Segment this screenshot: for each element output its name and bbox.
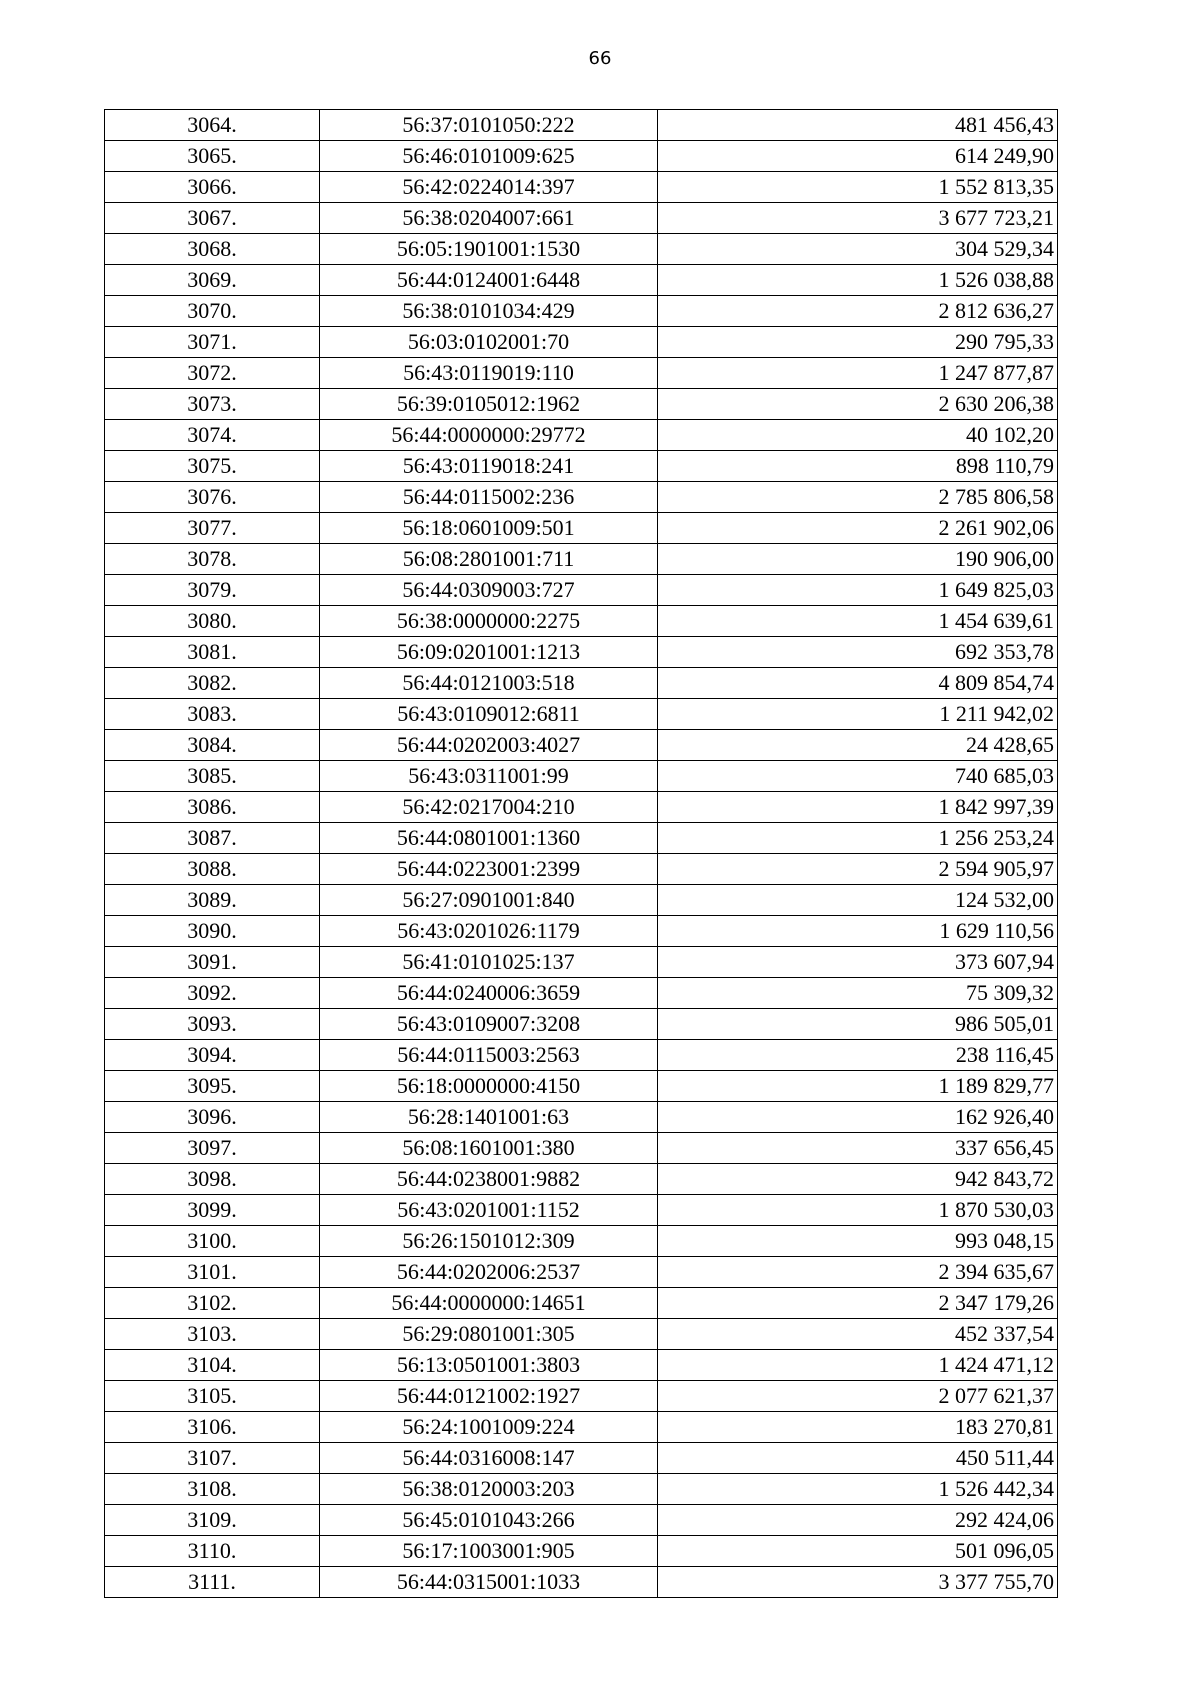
table-row — [105, 792, 1058, 823]
value-cell: 162 926,40 — [658, 1102, 1058, 1133]
value-cell: 2 077 621,37 — [658, 1381, 1058, 1412]
row-number-cell: 3077. — [105, 513, 320, 544]
table-row — [105, 1102, 1058, 1133]
table-row — [105, 141, 1058, 172]
row-number-cell: 3083. — [105, 699, 320, 730]
value-cell: 1 189 829,77 — [658, 1071, 1058, 1102]
table-row — [105, 172, 1058, 203]
cadastral-number-cell: 56:28:1401001:63 — [320, 1102, 658, 1133]
cadastral-number-cell: 56:44:0801001:1360 — [320, 823, 658, 854]
row-number-cell: 3072. — [105, 358, 320, 389]
cadastral-number-cell: 56:46:0101009:625 — [320, 141, 658, 172]
table-row — [105, 358, 1058, 389]
value-cell: 1 552 813,35 — [658, 172, 1058, 203]
table-body — [105, 110, 1058, 1598]
row-number-cell: 3098. — [105, 1164, 320, 1195]
cadastral-number-cell: 56:44:0316008:147 — [320, 1443, 658, 1474]
value-cell: 24 428,65 — [658, 730, 1058, 761]
value-cell: 2 394 635,67 — [658, 1257, 1058, 1288]
cadastral-number-cell: 56:24:1001009:224 — [320, 1412, 658, 1443]
table-row — [105, 575, 1058, 606]
value-cell: 1 454 639,61 — [658, 606, 1058, 637]
cadastral-number-cell: 56:42:0217004:210 — [320, 792, 658, 823]
table-row — [105, 1040, 1058, 1071]
table-row — [105, 203, 1058, 234]
table-row — [105, 1505, 1058, 1536]
cadastral-number-cell: 56:42:0224014:397 — [320, 172, 658, 203]
table-row — [105, 420, 1058, 451]
row-number-cell: 3073. — [105, 389, 320, 420]
row-number-cell: 3096. — [105, 1102, 320, 1133]
value-cell: 993 048,15 — [658, 1226, 1058, 1257]
row-number-cell: 3087. — [105, 823, 320, 854]
table-row — [105, 854, 1058, 885]
row-number-cell: 3074. — [105, 420, 320, 451]
table-row — [105, 544, 1058, 575]
value-cell: 986 505,01 — [658, 1009, 1058, 1040]
value-cell: 2 812 636,27 — [658, 296, 1058, 327]
row-number-cell: 3071. — [105, 327, 320, 358]
table-row — [105, 699, 1058, 730]
cadastral-number-cell: 56:44:0121002:1927 — [320, 1381, 658, 1412]
row-number-cell: 3107. — [105, 1443, 320, 1474]
value-cell: 183 270,81 — [658, 1412, 1058, 1443]
cadastral-number-cell: 56:03:0102001:70 — [320, 327, 658, 358]
table-row — [105, 234, 1058, 265]
cadastral-number-cell: 56:09:0201001:1213 — [320, 637, 658, 668]
cadastral-number-cell: 56:37:0101050:222 — [320, 110, 658, 141]
table-row — [105, 823, 1058, 854]
value-cell: 238 116,45 — [658, 1040, 1058, 1071]
row-number-cell: 3080. — [105, 606, 320, 637]
table-row — [105, 327, 1058, 358]
table-row — [105, 1443, 1058, 1474]
cadastral-number-cell: 56:44:0202006:2537 — [320, 1257, 658, 1288]
cadastral-number-cell: 56:17:1003001:905 — [320, 1536, 658, 1567]
value-cell: 501 096,05 — [658, 1536, 1058, 1567]
row-number-cell: 3102. — [105, 1288, 320, 1319]
cadastral-value-table — [104, 109, 1058, 1598]
cadastral-number-cell: 56:41:0101025:137 — [320, 947, 658, 978]
cadastral-number-cell: 56:27:0901001:840 — [320, 885, 658, 916]
cadastral-number-cell: 56:44:0238001:9882 — [320, 1164, 658, 1195]
row-number-cell: 3108. — [105, 1474, 320, 1505]
cadastral-number-cell: 56:38:0120003:203 — [320, 1474, 658, 1505]
cadastral-number-cell: 56:45:0101043:266 — [320, 1505, 658, 1536]
value-cell: 3 677 723,21 — [658, 203, 1058, 234]
cadastral-number-cell: 56:44:0000000:29772 — [320, 420, 658, 451]
table-row — [105, 1133, 1058, 1164]
cadastral-number-cell: 56:43:0119019:110 — [320, 358, 658, 389]
cadastral-number-cell: 56:44:0315001:1033 — [320, 1567, 658, 1598]
value-cell: 40 102,20 — [658, 420, 1058, 451]
value-cell: 190 906,00 — [658, 544, 1058, 575]
row-number-cell: 3090. — [105, 916, 320, 947]
row-number-cell: 3068. — [105, 234, 320, 265]
row-number-cell: 3111. — [105, 1567, 320, 1598]
row-number-cell: 3106. — [105, 1412, 320, 1443]
value-cell: 942 843,72 — [658, 1164, 1058, 1195]
cadastral-number-cell: 56:44:0115002:236 — [320, 482, 658, 513]
cadastral-number-cell: 56:05:1901001:1530 — [320, 234, 658, 265]
value-cell: 1 247 877,87 — [658, 358, 1058, 389]
table-row — [105, 1350, 1058, 1381]
row-number-cell: 3095. — [105, 1071, 320, 1102]
cadastral-number-cell: 56:44:0223001:2399 — [320, 854, 658, 885]
cadastral-number-cell: 56:29:0801001:305 — [320, 1319, 658, 1350]
cadastral-number-cell: 56:44:0309003:727 — [320, 575, 658, 606]
table-row — [105, 730, 1058, 761]
value-cell: 2 594 905,97 — [658, 854, 1058, 885]
value-cell: 1 424 471,12 — [658, 1350, 1058, 1381]
table-row — [105, 1567, 1058, 1598]
table-row — [105, 1536, 1058, 1567]
value-cell: 3 377 755,70 — [658, 1567, 1058, 1598]
table-row — [105, 606, 1058, 637]
page-number: 66 — [588, 48, 612, 69]
value-cell: 692 353,78 — [658, 637, 1058, 668]
value-cell: 1 649 825,03 — [658, 575, 1058, 606]
row-number-cell: 3079. — [105, 575, 320, 606]
row-number-cell: 3065. — [105, 141, 320, 172]
table-row — [105, 947, 1058, 978]
cadastral-number-cell: 56:38:0101034:429 — [320, 296, 658, 327]
table-row — [105, 265, 1058, 296]
row-number-cell: 3104. — [105, 1350, 320, 1381]
table-row — [105, 761, 1058, 792]
table-row — [105, 513, 1058, 544]
row-number-cell: 3093. — [105, 1009, 320, 1040]
value-cell: 1 842 997,39 — [658, 792, 1058, 823]
value-cell: 614 249,90 — [658, 141, 1058, 172]
cadastral-number-cell: 56:38:0000000:2275 — [320, 606, 658, 637]
row-number-cell: 3091. — [105, 947, 320, 978]
value-cell: 4 809 854,74 — [658, 668, 1058, 699]
table-row — [105, 1381, 1058, 1412]
row-number-cell: 3101. — [105, 1257, 320, 1288]
row-number-cell: 3103. — [105, 1319, 320, 1350]
table-row — [105, 1226, 1058, 1257]
table-row — [105, 482, 1058, 513]
value-cell: 2 630 206,38 — [658, 389, 1058, 420]
row-number-cell: 3064. — [105, 110, 320, 141]
value-cell: 2 785 806,58 — [658, 482, 1058, 513]
value-cell: 2 261 902,06 — [658, 513, 1058, 544]
row-number-cell: 3069. — [105, 265, 320, 296]
table-row — [105, 296, 1058, 327]
table-row — [105, 1412, 1058, 1443]
cadastral-number-cell: 56:43:0109007:3208 — [320, 1009, 658, 1040]
value-cell: 452 337,54 — [658, 1319, 1058, 1350]
cadastral-number-cell: 56:38:0204007:661 — [320, 203, 658, 234]
value-cell: 740 685,03 — [658, 761, 1058, 792]
row-number-cell: 3086. — [105, 792, 320, 823]
value-cell: 1 211 942,02 — [658, 699, 1058, 730]
value-cell: 1 526 038,88 — [658, 265, 1058, 296]
row-number-cell: 3110. — [105, 1536, 320, 1567]
value-cell: 1 870 530,03 — [658, 1195, 1058, 1226]
table-row — [105, 978, 1058, 1009]
value-cell: 373 607,94 — [658, 947, 1058, 978]
table-row — [105, 1288, 1058, 1319]
table-row — [105, 916, 1058, 947]
table-row — [105, 1009, 1058, 1040]
cadastral-number-cell: 56:18:0000000:4150 — [320, 1071, 658, 1102]
row-number-cell: 3092. — [105, 978, 320, 1009]
row-number-cell: 3088. — [105, 854, 320, 885]
value-cell: 124 532,00 — [658, 885, 1058, 916]
row-number-cell: 3081. — [105, 637, 320, 668]
row-number-cell: 3067. — [105, 203, 320, 234]
cadastral-number-cell: 56:08:1601001:380 — [320, 1133, 658, 1164]
cadastral-number-cell: 56:44:0202003:4027 — [320, 730, 658, 761]
cadastral-number-cell: 56:26:1501012:309 — [320, 1226, 658, 1257]
value-cell: 290 795,33 — [658, 327, 1058, 358]
value-cell: 481 456,43 — [658, 110, 1058, 141]
table-row — [105, 1257, 1058, 1288]
table-row — [105, 1319, 1058, 1350]
cadastral-number-cell: 56:44:0124001:6448 — [320, 265, 658, 296]
row-number-cell: 3082. — [105, 668, 320, 699]
cadastral-number-cell: 56:43:0109012:6811 — [320, 699, 658, 730]
row-number-cell: 3099. — [105, 1195, 320, 1226]
cadastral-number-cell: 56:13:0501001:3803 — [320, 1350, 658, 1381]
cadastral-number-cell: 56:39:0105012:1962 — [320, 389, 658, 420]
cadastral-number-cell: 56:44:0121003:518 — [320, 668, 658, 699]
cadastral-number-cell: 56:43:0311001:99 — [320, 761, 658, 792]
row-number-cell: 3084. — [105, 730, 320, 761]
cadastral-number-cell: 56:43:0201026:1179 — [320, 916, 658, 947]
table-row — [105, 389, 1058, 420]
row-number-cell: 3085. — [105, 761, 320, 792]
table-row — [105, 885, 1058, 916]
table-row — [105, 451, 1058, 482]
cadastral-number-cell: 56:18:0601009:501 — [320, 513, 658, 544]
value-cell: 450 511,44 — [658, 1443, 1058, 1474]
row-number-cell: 3066. — [105, 172, 320, 203]
row-number-cell: 3109. — [105, 1505, 320, 1536]
value-cell: 337 656,45 — [658, 1133, 1058, 1164]
table-row — [105, 1195, 1058, 1226]
value-cell: 898 110,79 — [658, 451, 1058, 482]
table-row — [105, 1071, 1058, 1102]
row-number-cell: 3105. — [105, 1381, 320, 1412]
cadastral-number-cell: 56:43:0119018:241 — [320, 451, 658, 482]
cadastral-number-cell: 56:08:2801001:711 — [320, 544, 658, 575]
table-row — [105, 637, 1058, 668]
row-number-cell: 3078. — [105, 544, 320, 575]
value-cell: 2 347 179,26 — [658, 1288, 1058, 1319]
table-row — [105, 1164, 1058, 1195]
value-cell: 1 256 253,24 — [658, 823, 1058, 854]
value-cell: 75 309,32 — [658, 978, 1058, 1009]
table-row — [105, 1474, 1058, 1505]
value-cell: 1 526 442,34 — [658, 1474, 1058, 1505]
cadastral-number-cell: 56:43:0201001:1152 — [320, 1195, 658, 1226]
row-number-cell: 3097. — [105, 1133, 320, 1164]
cadastral-number-cell: 56:44:0240006:3659 — [320, 978, 658, 1009]
table-row — [105, 668, 1058, 699]
row-number-cell: 3089. — [105, 885, 320, 916]
cadastral-number-cell: 56:44:0000000:14651 — [320, 1288, 658, 1319]
value-cell: 304 529,34 — [658, 234, 1058, 265]
value-cell: 1 629 110,56 — [658, 916, 1058, 947]
row-number-cell: 3070. — [105, 296, 320, 327]
row-number-cell: 3094. — [105, 1040, 320, 1071]
table-row — [105, 110, 1058, 141]
row-number-cell: 3100. — [105, 1226, 320, 1257]
row-number-cell: 3076. — [105, 482, 320, 513]
cadastral-number-cell: 56:44:0115003:2563 — [320, 1040, 658, 1071]
value-cell: 292 424,06 — [658, 1505, 1058, 1536]
row-number-cell: 3075. — [105, 451, 320, 482]
